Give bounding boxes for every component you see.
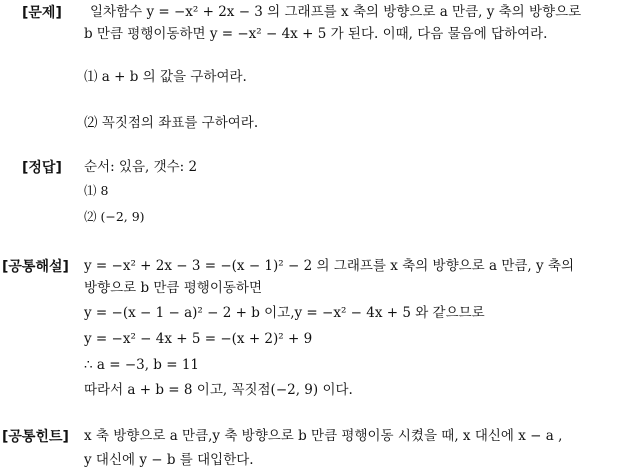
solution-line-6: 따라서 a + b = 8 이고, 꼭짓점(−2, 9) 이다. [84, 382, 353, 398]
solution-line-5: ∴ a = −3, b = 11 [84, 357, 200, 373]
answer-2: ⑵ (−2, 9) [84, 209, 145, 224]
hint-line-2: y 대신에 y − b 를 대입한다. [84, 452, 254, 468]
solution-line-3: y = −(x − 1 − a)² − 2 + b 이고,y = −x² − 4x + 5 와 같으므로 [84, 305, 485, 321]
solution-label: [공통해설] [2, 259, 69, 275]
answer-1: ⑴ 8 [84, 183, 109, 198]
question-1: ⑴ a + b 의 값을 구하여라. [84, 69, 247, 85]
hint-label: [공통힌트] [2, 429, 69, 445]
problem-line-1: 일차함수 y = −x² + 2x − 3 의 그래프를 x 축의 방향으로 a 만큼, y 축의 방향으로 [90, 4, 582, 20]
problem-line-2: b 만큼 평행이동하면 y = −x² − 4x + 5 가 된다. 이때, 다음 물음에 답하여라. [84, 26, 548, 42]
problem-label: [문제] [22, 5, 62, 21]
answer-label: [정답] [22, 160, 62, 176]
solution-line-4: y = −x² − 4x + 5 = −(x + 2)² + 9 [84, 331, 313, 347]
solution-line-1: y = −x² + 2x − 3 = −(x − 1)² − 2 의 그래프를 x 축의 방향으로 a 만큼, y 축의 [84, 258, 574, 274]
hint-line-1: x 축 방향으로 a 만큼,y 축 방향으로 b 만큼 평행이동 시켰을 때, x 대신에 x − a , [84, 428, 563, 444]
answer-meta: 순서: 있음, 갯수: 2 [84, 159, 198, 175]
solution-line-2: 방향으로 b 만큼 평행이동하면 [84, 280, 263, 296]
question-2: ⑵ 꼭짓점의 좌표를 구하여라. [84, 115, 259, 131]
